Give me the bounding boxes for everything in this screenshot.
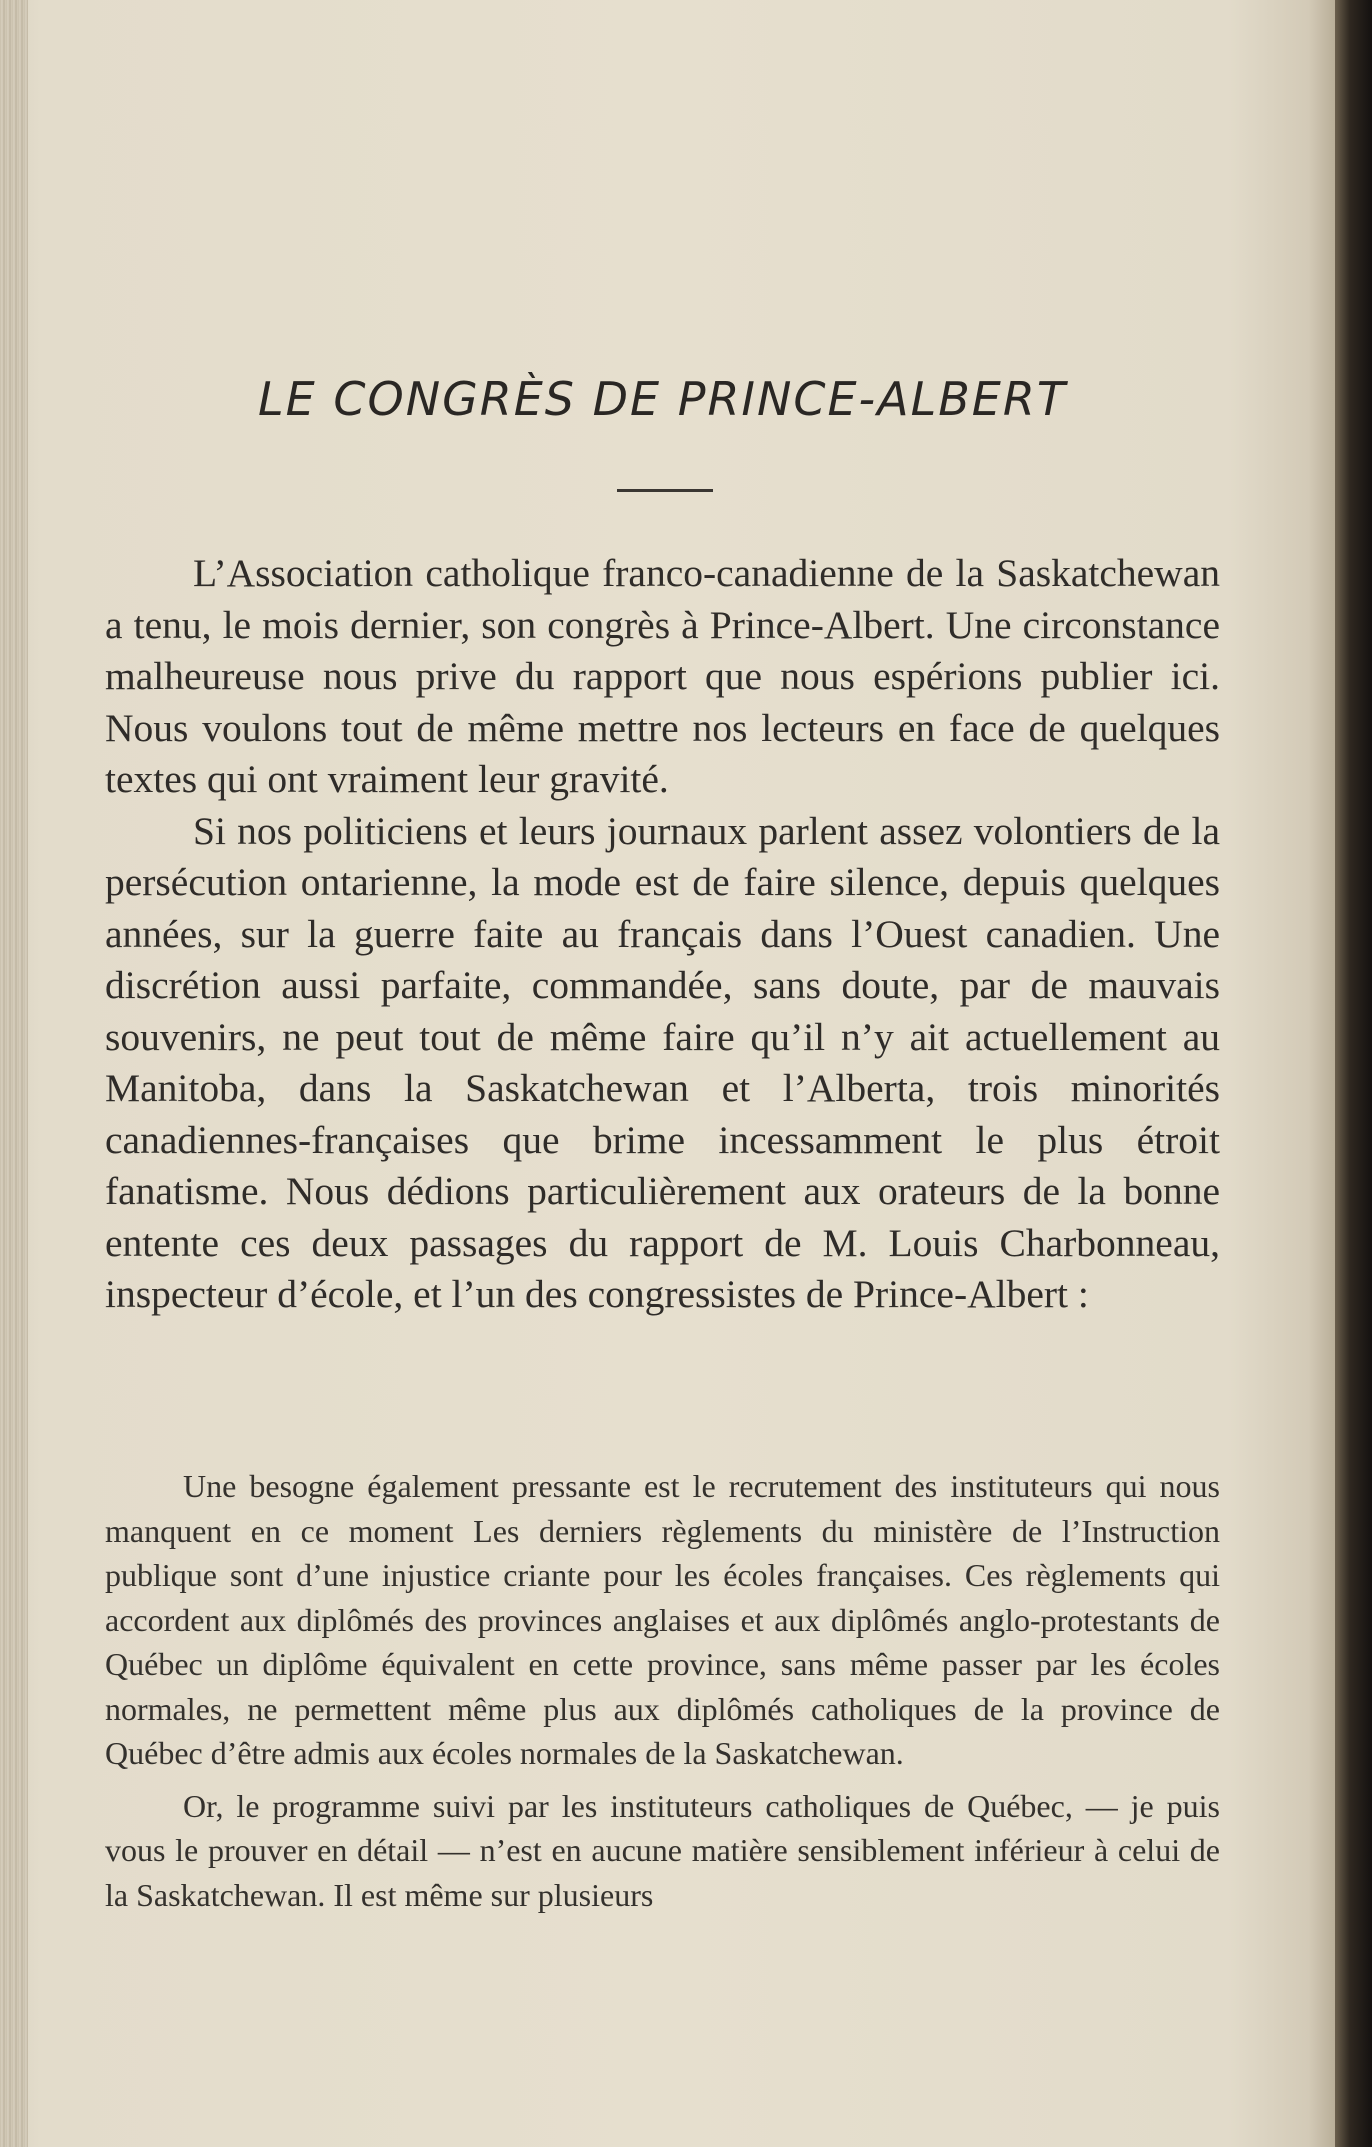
title-rule (617, 489, 713, 492)
page-stack-edge (0, 0, 28, 2147)
body-paragraph: Si nos politiciens et leurs journaux parlent assez volontiers de la persécution ontarienne, la mode est de faire silence, depuis quelques années, sur la guerre faite au français dans l’Ouest canadien. Une discrétion aussi parfaite, commandée, sans doute, par de mauvais souvenirs, ne peut tout de même faire qu’il n’y ait actuellement au Manitoba, dans la Saskatchewan et l’Alberta, trois minorités canadiennes-françaises que brime incessamment le plus étroit fanatisme. Nous dédions particulièrement aux orateurs de la bonne entente ces deux passages du rapport de M. Louis Charbonneau, inspecteur d’école, et l’un des congressistes de Prince-Albert : (105, 808, 1220, 1316)
article-body (105, 548, 1220, 1321)
quote-paragraph: Or, le programme suivi par les instituteurs catholiques de Québec, — je puis vous le prouver en détail — n’est en aucune matière sensiblement inférieur à celui de la Saskatchewan. Il est même sur plusieurs (105, 1787, 1220, 1913)
book-gutter-shadow (1335, 0, 1372, 2147)
quote-paragraph: Une besogne également pressante est le recrutement des instituteurs qui nous manquent en ce moment Les derniers règlements du ministère de l’Instruction publique sont d’une injustice criante pour les écoles françaises. Ces règlements qui accordent aux diplômés des provinces anglaises et aux diplômés anglo-protestants de Québec un diplôme équivalent en cette province, sans même passer par les écoles normales, ne permettent même plus aux diplômés catholiques de la province de Québec d’être admis aux écoles normales de la Saskatchewan. (105, 1468, 1220, 1771)
body-paragraph: L’Association catholique franco-canadienne de la Saskatchewan a tenu, le mois dernier, son congrès à Prince-Albert. Une circonstance malheureuse nous prive du rapport que nous espérions publier ici. Nous voulons tout de même mettre nos lecteurs en face de quelques textes qui ont vraiment leur gravité. (105, 551, 1220, 801)
article-title: LE CONGRÈS DE PRINCE-ALBERT (258, 372, 1067, 426)
quoted-report (105, 1464, 1220, 1917)
show-through-text (95, 120, 106, 160)
